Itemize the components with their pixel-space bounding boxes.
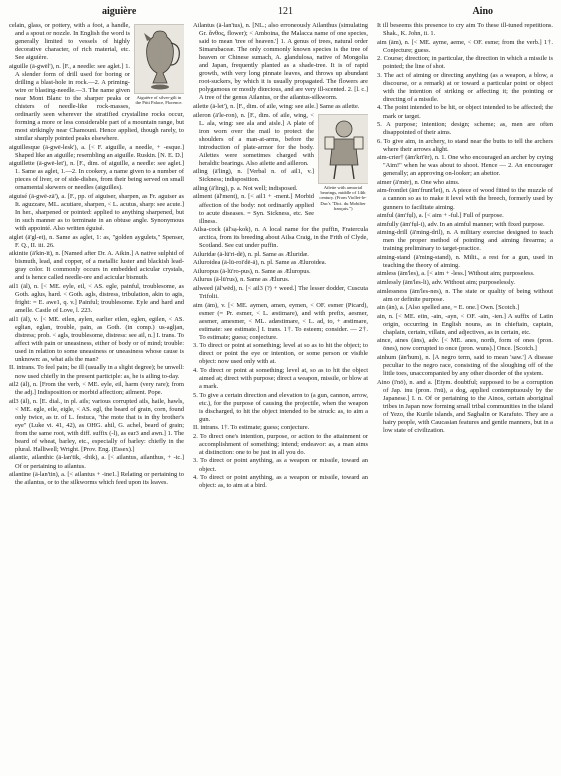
page-header — [10, 6, 551, 22]
dictionary-entry: aiming-stand (ā'ming-stand), n. Milit., a rest for a gun, used in teaching the theory of aiming. — [377, 253, 553, 269]
dictionary-entry: aiguille (ā-gwēl'), n. [F., a needle: see aglet.] 1. A slender form of drill used for boring or drilling a blast-hole in rock.—2. A priming-wire or blasting-needle.—3. The name given near Mont Blanc to the sharper peaks or chisters of needle-like rock-masses, ordinarily seen wherever the stratified crystalline rocks occur, forming a more or less considerable part of a mountain range, but most strikingly near Chamouni. Hence applied, though rarely, to similar sharply pointed peaks elsewhere. — [9, 62, 184, 143]
dictionary-entry: Ailuroidea (ā-lū-roi'dē-ā), n. pl. Same as Æluroidea. — [193, 259, 327, 267]
dictionary-entry: ain, n. [< ME. eiin, -ain, -ayn, < OF. -ain, -ien.] A suffix of Latin origin, occurring in English nouns, as in chieftain, captain, chaplain, certain, villain, and adjectives, as in certain, etc. — [377, 312, 553, 336]
dictionary-entry: aikinite (ā'kin-īt), n. [Named after Dr. A. Aikin.] A native sulphid of bismuth, lead, and copper, of a metallic luster and blackish lead-gray color. It commonly occurs in embedded acicular crystals, and is hence called needle-ore and acicular bismuth. — [9, 250, 184, 282]
figure-caption: Aiguière of silver-gilt in the Pitti Palace, Florence. — [135, 95, 183, 106]
aiguiere-illustration — [134, 24, 184, 94]
dictionary-entry: It ill beseems this presence to cry aim To these ill-tuned repetitions. Shak., K. John, ii. 1. — [377, 22, 553, 38]
dictionary-entry: aim (ām), n. [< ME. ayme, aeme, < OF. esme; from the verb.] 1†. Conjecture; guess. — [377, 38, 553, 54]
dictionary-entry: ailantine (ā-lan'tin), a. [< ailantus + -ine1.] Relating or pertaining to the ailantus, or to the silkworms which feed upon its leaves. — [9, 471, 184, 487]
figure-caption: Ailette with armorial bearings, middle of 14th century. (From Viollet-le-Duc's "Dict. du Mobilier français.") — [319, 184, 367, 212]
dictionary-entry: 4. To direct or point anything, as a weapon or missile, toward an object: as, to aim at a bird. — [193, 474, 368, 490]
dictionary-entry: ail1 (āl), v. [< ME. eilen, aylen, earlier eilen, eglen, egilen, < AS. eglian, eglan, trouble, pain, as Goth. (in comp.) us-agljan, distress; prob. < agls, troublesome, distress: see ail, n.] I. trans. To affect with pain or uneasiness, either of body or of mind; trouble: used in relation to some uneasiness or uneasiness whose cause is unknown: as, what ails the man? — [9, 315, 184, 363]
dictionary-entry: celain, glass, or pottery, with a foot, a handle, and a spout or nozzle. In English the word is generally limited to vessels of highly decorative character, of rich material, etc. See aiguière. — [9, 22, 130, 62]
dictionary-entry: aimfully (ām'fụl-i), adv. In an aimful manner; with fixed purpose. — [377, 220, 545, 228]
dictionary-entry: ainhum (ān'hum), n. [A negro term, said to mean 'saw.'] A disease peculiar to the negro race, consisting of the sloughing off of the little toes, unaccompanied by any other disorder of the system. — [377, 353, 553, 377]
dictionary-entry: ailing (ā'ling), n. [Verbal n. of ail1, v.] Sickness; indisposition. — [193, 168, 314, 184]
dictionary-entry: ail2 (āl), n. [From the verb, < ME. eyle, eil, harm (very rare); from the adj.] Indisposition or morbid affection; ailment. Pope. — [9, 381, 184, 397]
dictionary-entry: Ailurus (ā-lū'rus), n. Same as Ælurus. — [193, 276, 290, 284]
dictionary-entry: aimer (ā'mėr), n. One who aims. — [377, 178, 460, 186]
dictionary-entry: aimlessly (ām'les-li), adv. Without aim; purposelessly. — [377, 278, 516, 286]
dictionary-entry: aiguillesque (ā-gwē-lesk'), a. [< F. aiguille, a needle, + -esque.] Shaped like an aiguille; resembling an aiguille. Ruskin. [N. E. D.] — [9, 143, 184, 159]
dictionary-entry: ailing (ā'ling), p. a. Not well; indisposed. — [193, 184, 298, 192]
dictionary-entry: 3. The act of aiming or directing anything (as a weapon, a blow, a discourse, or a remark) at or toward a particular point or object with the intention of striking or affecting it; the pointing or directing of a missile. — [377, 71, 553, 103]
dictionary-entry: ail3 (āl), n. [E. dial., in pl. ails; various corrupted ails, haile, hawls, < ME. egle, eile, eigle, < AS. egl, the beard of grain, corn, found only twice, as tr. of L. festuca, "the mote that is in thy brother's eye" (Luke vi. 41, 42), as OHG. ahil, G. achel, beard of grain; from the same root, with diff. suffix (-l), as ear3 and awn.] 1. The beard of wheat, barley, etc., especially of barley: chiefly in the plural. Halliwell; Wright. [Prov. Eng. (Essex).] — [9, 397, 184, 453]
dictionary-entry: aiguisé (ā-gwē-zā'), a. [F., pp. of aiguiser, sharpen, as Fr. aguiser as It. aguzzare, ML. acutiare, sharpen, < L. acutus, sharp: see acute.] In her., sharpened or pointed: applied to anything sharpened, but in such manner as to terminate in an obtuse angle. Synonymous with appointé. Also written éguisé. — [9, 192, 184, 233]
dictionary-entry: 4. To direct or point at something; level at, so as to hit the object aimed at; direct with purpose; direct a weapon, missile, or blow at a mark. — [193, 366, 368, 391]
dictionary-entry: 2. To direct one's intention, purpose, or action to the attainment or accomplishment of something; intend; endeavor: as, a man aims at distinction: one to be just in all you do. — [193, 432, 368, 456]
dictionary-entry: ailette (ā-let'), n. [F., dim. of aile, wing: see aile.] Same as ailette. — [193, 102, 360, 110]
dictionary-entry: aim-frontlet (ām'frunt'let), n. A piece of wood fitted to the muzzle of a cannon so as to make it level with the breech, formerly used by gunners to facilitate aiming. — [377, 187, 553, 211]
guide-word-right: Aino — [472, 6, 493, 17]
dictionary-entry: aimless (ām'les), a. [< aim + -less.] Without aim; purposeless. — [377, 270, 535, 278]
aiguiere-figure — [134, 24, 184, 106]
dictionary-entry: Ailuridæ (ā-lū'ri-dē), n. pl. Same as Æluridæ. — [193, 250, 309, 258]
dictionary-entry: 5. A purpose; intention; design; scheme; as, men are often disappointed of their aims. — [377, 121, 553, 137]
dictionary-entry: aim (ām), v. [< ME. aymen, amen, eymen, < OF. esmer (Picard), esmer (= Pr. esmer, < L. æstimare), and with prefix, aesmer, aesmer, amesmer, < ML. adæstimare, < L. ad, to, + æstimare, estimate: see estimate.] I. trans. 1†. To esteem; consider. — 2†. To estimate; guess; conjecture. — [193, 301, 368, 341]
dictionary-entry: II. intrans. 1†. To estimate; guess; conjecture. — [193, 424, 310, 432]
dictionary-entry: ail1 (āl), n. [< ME. eyle, eil, < AS. egle, painful, troublesome, as Goth. aglus, hard. < Goth. agls, distress, tribulation, akin to agis, fright: = E. awe1, q. v.] Painful; troublesome. Eyle and hard and amelle. Castle of Love, l. 223. — [9, 283, 184, 315]
dictionary-entry: Ailantus (ā-lan'tus), n. [NL.; also erroneously Ailanthus (simulating Gr. ἄνθος, flower); < Amboina, the Malacca name of one species, said to mean 'tree of heaven.'] 1. A genus of trees, natural order Simarubaceæ. The only commonly known species is the tree of heaven or Chinese sumach, A. glandulosa, native of Mongolia and Japan, frequently planted as a shade-tree. It is of rapid growth, with very long pinnate leaves, and throws up abundant root-suckers, by which it is usually propagated. The flowers are polygamous or mostly diœcious, and are very ill-scented. 2. [l. c.] A tree of the genus Ailantus, or the ailantus-silkworm. — [193, 22, 368, 102]
dictionary-entry: Ailsa-cock (āl'sạ-kok), n. A local name for the puffin, Fratercula arctica, from its breeding about Ailsa Craig, in the Frith of Clyde, Scotland. See cut under puffin. — [193, 226, 368, 250]
dictionary-entry: Ailuropus (ā-lū'ro-pus), n. Same as Æluropus. — [193, 267, 311, 275]
dictionary-entry: aiglet (ā'gl-et), n. Same as aglet, 1: as, "golden aygulets," Spenser, F. Q., II. iii. 26. — [9, 233, 184, 249]
dictionary-entry: aince, aines (āns), adv. [< ME. anes, north, form of ones (pron. ōnes), now corrupted to once (pron. wuns).] Once. [Scotch.] — [377, 337, 553, 353]
dictionary-entry: 3. To direct or point anything, as a weapon or missile, toward an object. — [193, 457, 368, 473]
dictionary-entry: aim-crier† (ām'krī'ėr), n. 1. One who encouraged an archer by crying "Aim!" when he was about to shoot. Hence — 2. An encourager generally; an approving on-looker; an abettor. — [377, 154, 553, 178]
dictionary-entry: ailantic, ailanthic (ā-lan'tik, -thik), a. [< ailantus, ailanthus, + -ic.] Of or pertaining to ailantus. — [9, 454, 184, 470]
dictionary-entry: aimlessness (ām'les-nes), n. The state or quality of being without aim or definite purpose. — [377, 287, 553, 303]
dictionary-entry: aileron (ā'le-ron), n. [F., dim. of aile, wing, < L. ala, wing: see ala and aisle.] A plate of iron worn over the mail to protect the shoulders of a man-at-arms, before the introduction of plate-armor for the body. Ailettes were sometimes charged with heraldic bearings. Also ailette and ailleron. — [193, 111, 314, 167]
column-2 — [193, 22, 368, 772]
dictionary-entry: 4. The point intended to be hit, or object intended to be affected; the mark or target. — [377, 104, 553, 120]
dictionary-entry: 3. To direct or point at something; level at so as to hit the object; to direct or point the eye or intention, or some person or visible object: now used only with at. — [193, 342, 368, 366]
dictionary-entry: ailweed (āl'wēd), n. [< ail3 (?) + weed.] The lesser dodder, Cuscuta Trifolii. — [193, 285, 368, 301]
dictionary-entry: aimful (ām'fụl), a. [< aim + -ful.] Full of purpose. — [377, 212, 504, 220]
dictionary-entry: ailment (āl'ment), n. [< ail1 + -ment.] Morbid affection of the body: not ordinarily applied to acute diseases. = Syn. Sickness, etc. See illness. — [193, 193, 314, 225]
page-number: 121 — [278, 6, 293, 17]
column-3 — [377, 22, 553, 772]
dictionary-entry: Aino (ī'nō), n. and a. [Etym. doubtful; supposed to be a corruption of Jap. inu (pron. ī'nū), a dog, applied contemptuously by the Japanese.] I. n. Of or pertaining to the Ainos, certain aboriginal tribes in Japan now forming small tribal communities in the island of Yezo, the Kurile islands, and Saghalin or Karafuto. They are a hairy people, with Caucasian features and gentle manners, but in a low state of civilization. — [377, 378, 553, 434]
dictionary-entry: ain (ān), a. [Also spelled ane, = E. one.] Own. [Scotch.] — [377, 304, 520, 312]
dictionary-entry: II. intrans. To feel pain; be ill (usually in a slight degree); be unwell: now used chiefly in the present participle: as, he is ailing to-day. — [9, 364, 184, 380]
column-1 — [9, 22, 184, 772]
dictionary-entry: aiming-drill (ā'ming-dril), n. A military exercise designed to teach men the proper method of pointing and aiming firearms; a training preliminary to target-practice. — [377, 229, 553, 253]
dictionary-entry: aiguillette (ā-gwē-let'), n. [F., dim. of aiguille, a needle: see aglet.] 1. Same as aglet, 1.—2. In cookery, a name given to a number of pieces of liver, or of side-dishes, from their being served on small ornamental skewers or needles (aiguilles). — [9, 160, 184, 192]
ailette-figure — [318, 114, 368, 212]
dictionary-entry: 5. To give a certain direction and elevation to (a gun, cannon, arrow, etc.), for the purpose of causing the projectile, when the weapon is discharged, to hit the object intended to be struck: as, to aim a gun. — [193, 391, 368, 423]
guide-word-left: aiguière — [102, 6, 137, 17]
ailette-illustration — [318, 114, 368, 184]
dictionary-entry: 6. To give aim, in archery, to stand near the butts to tell the archers where their arrows alight. — [377, 137, 553, 153]
dictionary-entry: 2. Course; direction; in particular, the direction in which a missile is pointed; the line of shot. — [377, 55, 553, 71]
